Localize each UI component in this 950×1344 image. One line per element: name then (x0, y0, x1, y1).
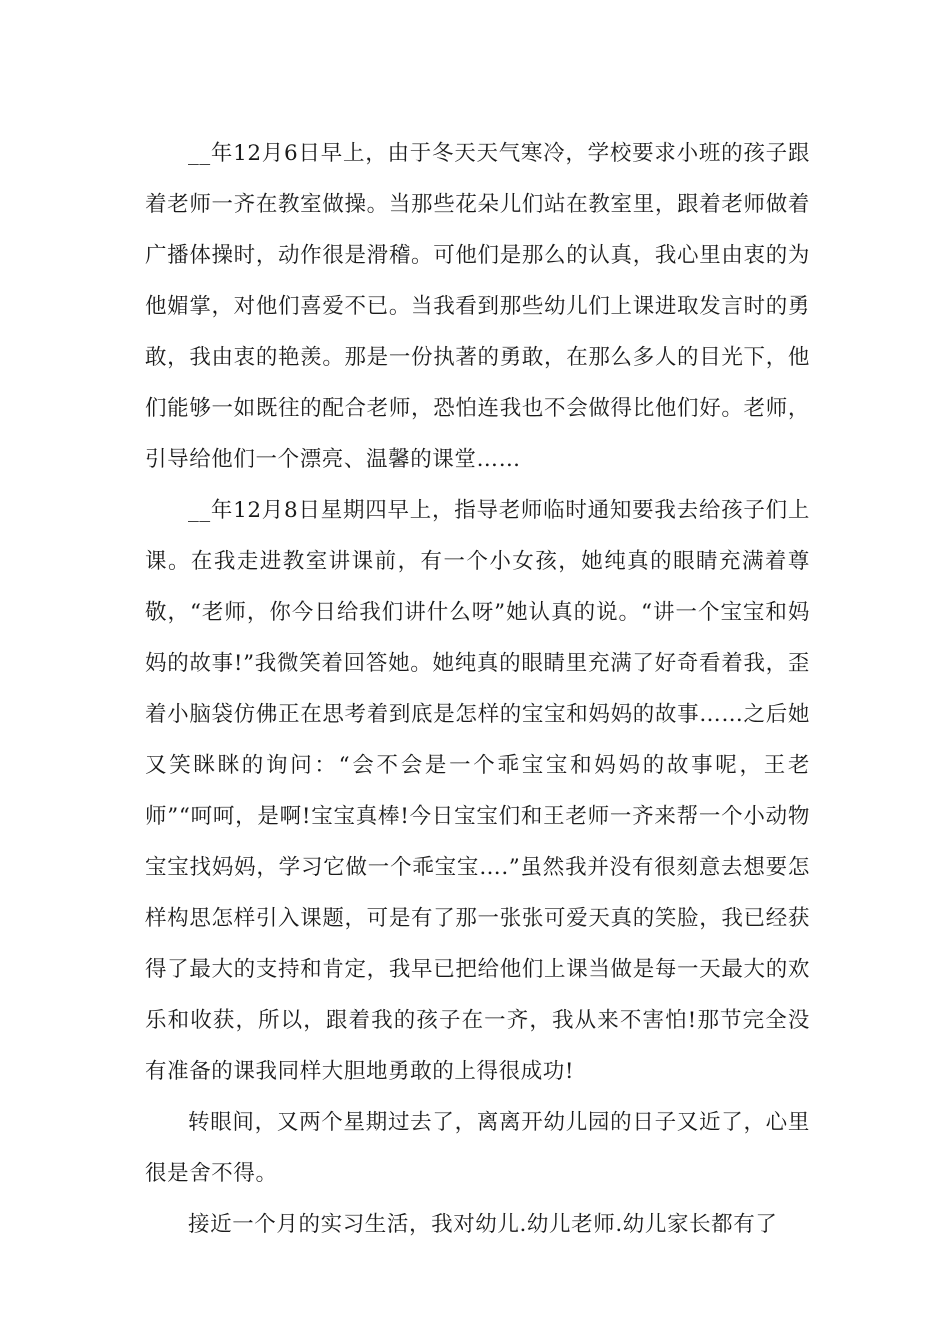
paragraph-1: __年12月6日早上，由于冬天天气寒冷，学校要求小班的孩子跟着老师一齐在教室做操。当那些花朵儿们站在教室里，跟着老师做着广播体操时，动作很是滑稽。可他们是那么的认真，我心里由衷的为他媚掌，对他们喜爱不已。当我看到那些幼儿们上课进取发言时的勇敢，我由衷的艳羡。那是一份执著的勇敢，在那么多人的目光下，他们能够一如既往的配合老师，恐怕连我也不会做得比他们好。老师，引导给他们一个漂亮、温馨的课堂…… (145, 141, 810, 472)
paragraph-3: 转眼间，又两个星期过去了，离离开幼儿园的日子又近了，心里很是舍不得。 (145, 1110, 810, 1186)
document-body (145, 128, 810, 1250)
paragraph-4: 接近一个月的实习生活，我对幼儿.幼儿老师.幼儿家长都有了 (188, 1212, 778, 1237)
paragraph-2: __年12月8日星期四早上，指导老师临时通知要我去给孩子们上课。在我走进教室讲课前，有一个小女孩，她纯真的眼睛充满着尊敬，“老师，你今日给我们讲什么呀”她认真的说。“讲一个宝宝和妈妈的故事!”我微笑着回答她。她纯真的眼睛里充满了好奇看着我，歪着小脑袋仿佛正在思考着到底是怎样的宝宝和妈妈的故事……之后她又笑眯眯的询问：“会不会是一个乖宝宝和妈妈的故事呢，王老师”“呵呵，是啊!宝宝真棒!今日宝宝们和王老师一齐来帮一个小动物宝宝找妈妈，学习它做一个乖宝宝….”虽然我并没有很刻意去想要怎样构思怎样引入课题，可是有了那一张张可爱天真的笑脸，我已经获得了最大的支持和肯定，我早已把给他们上课当做是每一天最大的欢乐和收获，所以，跟着我的孩子在一齐，我从来不害怕!那节完全没有准备的课我同样大胆地勇敢的上得很成功! (145, 498, 810, 1084)
